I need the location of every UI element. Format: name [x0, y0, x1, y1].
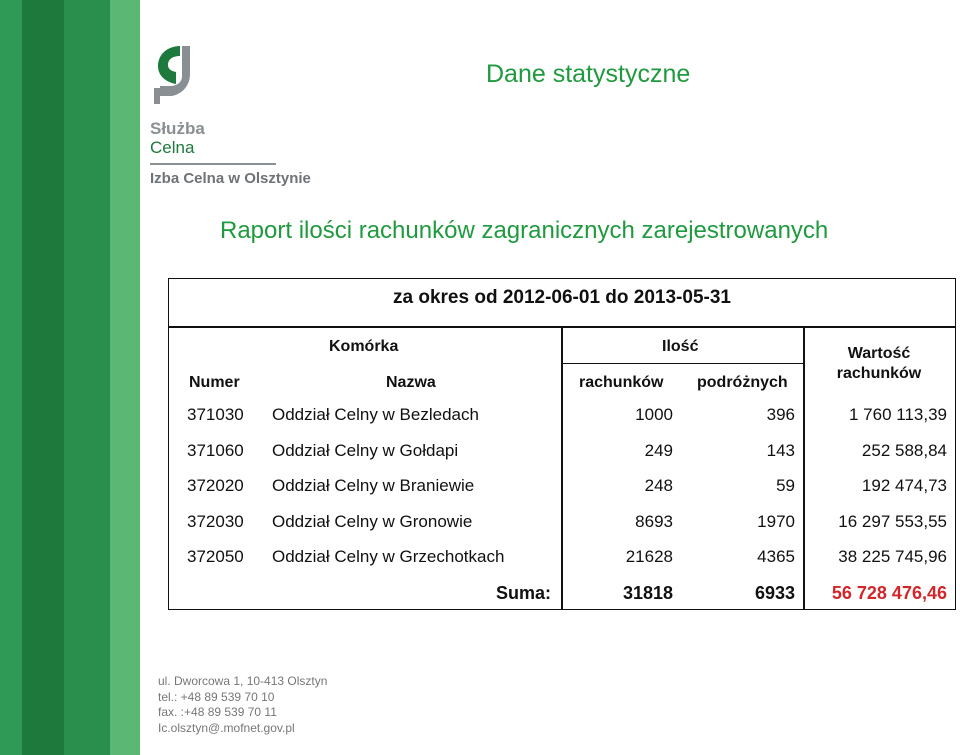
cell-numer: 372030 — [187, 511, 244, 531]
logo-text-line1: Służba — [150, 119, 205, 138]
statistics-table — [168, 278, 956, 610]
logo — [150, 42, 320, 192]
period-label: za okres od 2012-06-01 do 2013-05-31 — [393, 287, 731, 308]
table-divider — [561, 363, 803, 364]
cell-podroznych: 59 — [776, 476, 795, 495]
footer-contact — [158, 674, 327, 736]
cell-rachunkow: 249 — [644, 440, 673, 460]
table-divider — [561, 326, 563, 609]
cell-wartosc: 1 760 113,39 — [849, 405, 947, 424]
page-title: Dane statystyczne — [486, 60, 691, 88]
sum-label: Suma: — [495, 583, 551, 603]
cell-numer: 371060 — [187, 440, 244, 460]
header-podroznych: podróżnych — [697, 374, 788, 391]
header-komorka: Komórka — [329, 338, 399, 355]
cell-nazwa: Oddział Celny w Gołdapi — [272, 440, 459, 460]
cell-wartosc: 192 474,73 — [861, 476, 947, 495]
header-ilosc: Ilość — [662, 338, 699, 355]
stripe — [0, 0, 22, 755]
footer-tel: tel.: +48 89 539 70 10 — [158, 689, 275, 704]
stripe — [22, 0, 64, 755]
cell-podroznych: 143 — [766, 440, 795, 460]
cell-podroznych: 4365 — [757, 547, 795, 566]
cell-wartosc: 16 297 553,55 — [838, 511, 947, 531]
logo-subtitle: Izba Celna w Olsztynie — [150, 170, 311, 187]
decorative-stripes — [0, 0, 140, 755]
cell-wartosc: 38 225 745,96 — [838, 547, 947, 566]
cell-numer: 372020 — [187, 476, 244, 495]
header-wartosc-line1: Wartość — [847, 345, 911, 362]
cell-nazwa: Oddział Celny w Gronowie — [272, 511, 473, 531]
cell-nazwa: Oddział Celny w Bezledach — [272, 405, 479, 424]
sum-podroznych: 6933 — [754, 583, 795, 603]
footer-fax: fax. :+48 89 539 70 11 — [158, 705, 277, 719]
logo-emblem-icon — [150, 42, 210, 112]
cell-podroznych: 396 — [766, 405, 795, 424]
cell-nazwa: Oddział Celny w Grzechotkach — [272, 547, 505, 566]
cell-rachunkow: 248 — [644, 476, 673, 495]
cell-numer: 371030 — [187, 405, 244, 424]
header-rachunkow: rachunków — [579, 374, 664, 391]
header-wartosc-line2: rachunków — [836, 365, 922, 382]
sum-rachunkow: 31818 — [622, 583, 673, 603]
cell-numer: 372050 — [187, 547, 244, 566]
cell-nazwa: Oddział Celny w Braniewie — [272, 476, 475, 495]
stripe — [110, 0, 140, 755]
footer-email[interactable]: Ic.olsztyn@.mofnet.gov.pl — [158, 720, 295, 735]
logo-text-line2: Celna — [150, 138, 195, 157]
header-numer: Numer — [189, 374, 240, 391]
header-nazwa: Nazwa — [386, 374, 436, 391]
cell-wartosc: 252 588,84 — [861, 440, 947, 460]
cell-rachunkow: 8693 — [635, 511, 673, 531]
cell-podroznych: 1970 — [757, 511, 795, 531]
stripe — [64, 0, 110, 755]
footer-address: ul. Dworcowa 1, 10-413 Olsztyn — [158, 674, 328, 688]
logo-divider — [150, 163, 276, 165]
cell-rachunkow: 21628 — [625, 547, 673, 566]
sum-wartosc: 56 728 476,46 — [831, 583, 947, 603]
cell-rachunkow: 1000 — [635, 405, 673, 424]
report-title: Raport ilości rachunków zagranicznych zarejestrowanych — [220, 217, 829, 244]
